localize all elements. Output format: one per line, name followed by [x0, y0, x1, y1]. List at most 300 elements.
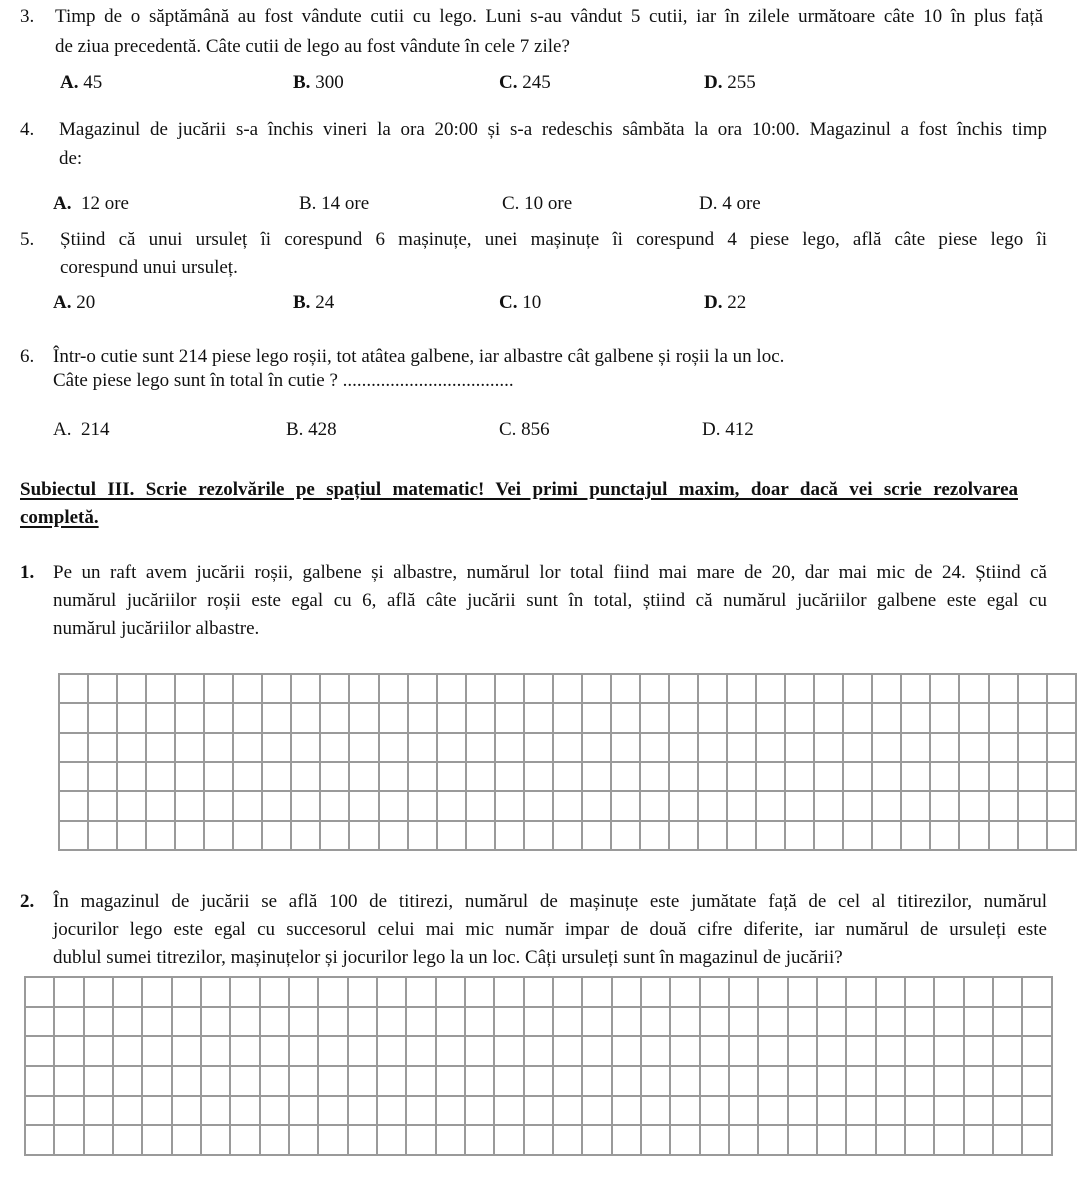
grid-cell[interactable] [876, 1096, 905, 1126]
option-c[interactable] [502, 193, 572, 215]
grid-cell[interactable] [788, 977, 817, 1007]
grid-cell[interactable] [320, 791, 349, 820]
grid-cell[interactable] [495, 762, 524, 791]
grid-cell[interactable] [320, 733, 349, 762]
grid-cell[interactable] [349, 674, 378, 703]
grid-cell[interactable] [377, 1096, 406, 1126]
grid-cell[interactable] [172, 1125, 201, 1155]
grid-cell[interactable] [964, 977, 993, 1007]
grid-cell[interactable] [318, 1125, 347, 1155]
grid-cell[interactable] [641, 1036, 670, 1066]
grid-cell[interactable] [406, 1096, 435, 1126]
grid-cell[interactable] [175, 762, 204, 791]
grid-cell[interactable] [436, 1036, 465, 1066]
grid-cell[interactable] [291, 703, 320, 732]
grid-cell[interactable] [582, 1066, 611, 1096]
grid-cell[interactable] [788, 1007, 817, 1037]
grid-cell[interactable] [117, 733, 146, 762]
grid-cell[interactable] [959, 762, 988, 791]
grid-cell[interactable] [25, 1036, 54, 1066]
grid-cell[interactable] [729, 1036, 758, 1066]
grid-cell[interactable] [25, 977, 54, 1007]
grid-cell[interactable] [843, 733, 872, 762]
grid-cell[interactable] [905, 1125, 934, 1155]
grid-cell[interactable] [88, 821, 117, 850]
grid-cell[interactable] [465, 1036, 494, 1066]
grid-cell[interactable] [142, 1036, 171, 1066]
grid-cell[interactable] [843, 762, 872, 791]
grid-cell[interactable] [230, 1096, 259, 1126]
grid-cell[interactable] [379, 791, 408, 820]
grid-cell[interactable] [700, 977, 729, 1007]
grid-cell[interactable] [934, 1066, 963, 1096]
grid-cell[interactable] [204, 674, 233, 703]
grid-cell[interactable] [113, 1125, 142, 1155]
grid-cell[interactable] [377, 1036, 406, 1066]
grid-cell[interactable] [611, 703, 640, 732]
grid-cell[interactable] [465, 977, 494, 1007]
grid-cell[interactable] [117, 821, 146, 850]
grid-cell[interactable] [846, 1066, 875, 1096]
grid-cell[interactable] [843, 821, 872, 850]
grid-cell[interactable] [934, 1125, 963, 1155]
grid-cell[interactable] [901, 674, 930, 703]
grid-cell[interactable] [348, 1066, 377, 1096]
grid-cell[interactable] [146, 821, 175, 850]
grid-cell[interactable] [959, 674, 988, 703]
grid-cell[interactable] [700, 1125, 729, 1155]
grid-cell[interactable] [817, 1007, 846, 1037]
grid-cell[interactable] [905, 1096, 934, 1126]
grid-cell[interactable] [872, 703, 901, 732]
answer-grid-1[interactable] [58, 673, 1077, 851]
grid-cell[interactable] [814, 762, 843, 791]
grid-cell[interactable] [612, 1125, 641, 1155]
grid-cell[interactable] [582, 733, 611, 762]
grid-cell[interactable] [700, 1007, 729, 1037]
grid-cell[interactable] [172, 1066, 201, 1096]
grid-cell[interactable] [437, 791, 466, 820]
grid-cell[interactable] [582, 977, 611, 1007]
grid-cell[interactable] [959, 821, 988, 850]
grid-cell[interactable] [1022, 1096, 1052, 1126]
grid-cell[interactable] [466, 762, 495, 791]
grid-cell[interactable] [348, 1007, 377, 1037]
grid-cell[interactable] [437, 821, 466, 850]
grid-cell[interactable] [408, 791, 437, 820]
grid-cell[interactable] [84, 1036, 113, 1066]
grid-cell[interactable] [291, 762, 320, 791]
grid-cell[interactable] [1022, 1125, 1052, 1155]
grid-cell[interactable] [872, 821, 901, 850]
grid-cell[interactable] [1047, 733, 1076, 762]
grid-cell[interactable] [495, 821, 524, 850]
grid-cell[interactable] [727, 703, 756, 732]
grid-cell[interactable] [846, 977, 875, 1007]
grid-cell[interactable] [553, 703, 582, 732]
grid-cell[interactable] [495, 733, 524, 762]
grid-cell[interactable] [989, 762, 1018, 791]
grid-cell[interactable] [582, 1036, 611, 1066]
grid-cell[interactable] [113, 1096, 142, 1126]
grid-cell[interactable] [843, 674, 872, 703]
grid-cell[interactable] [669, 821, 698, 850]
grid-cell[interactable] [930, 762, 959, 791]
grid-cell[interactable] [901, 821, 930, 850]
grid-cell[interactable] [230, 1036, 259, 1066]
grid-cell[interactable] [698, 762, 727, 791]
grid-cell[interactable] [349, 821, 378, 850]
grid-cell[interactable] [729, 1007, 758, 1037]
grid-cell[interactable] [993, 1096, 1022, 1126]
grid-cell[interactable] [814, 791, 843, 820]
grid-cell[interactable] [758, 977, 787, 1007]
grid-cell[interactable] [465, 1066, 494, 1096]
grid-cell[interactable] [1018, 703, 1047, 732]
grid-cell[interactable] [54, 1036, 83, 1066]
grid-cell[interactable] [524, 674, 553, 703]
grid-cell[interactable] [698, 733, 727, 762]
grid-cell[interactable] [88, 762, 117, 791]
grid-cell[interactable] [1018, 762, 1047, 791]
grid-cell[interactable] [320, 821, 349, 850]
grid-cell[interactable] [320, 703, 349, 732]
grid-cell[interactable] [465, 1007, 494, 1037]
grid-cell[interactable] [377, 1007, 406, 1037]
grid-cell[interactable] [872, 762, 901, 791]
grid-cell[interactable] [758, 1066, 787, 1096]
grid-cell[interactable] [88, 674, 117, 703]
grid-cell[interactable] [876, 1125, 905, 1155]
grid-cell[interactable] [1047, 703, 1076, 732]
grid-cell[interactable] [964, 1066, 993, 1096]
option-d[interactable] [702, 419, 754, 441]
grid-cell[interactable] [1047, 791, 1076, 820]
grid-cell[interactable] [494, 1036, 523, 1066]
grid-cell[interactable] [582, 1007, 611, 1037]
grid-cell[interactable] [175, 674, 204, 703]
grid-cell[interactable] [788, 1036, 817, 1066]
grid-cell[interactable] [379, 821, 408, 850]
grid-cell[interactable] [758, 1125, 787, 1155]
grid-cell[interactable] [84, 1066, 113, 1096]
grid-cell[interactable] [727, 791, 756, 820]
grid-cell[interactable] [436, 1125, 465, 1155]
grid-cell[interactable] [785, 821, 814, 850]
grid-cell[interactable] [524, 762, 553, 791]
grid-cell[interactable] [993, 1036, 1022, 1066]
grid-cell[interactable] [901, 791, 930, 820]
grid-cell[interactable] [25, 1096, 54, 1126]
grid-cell[interactable] [436, 1007, 465, 1037]
grid-cell[interactable] [872, 733, 901, 762]
grid-cell[interactable] [612, 1007, 641, 1037]
grid-cell[interactable] [524, 1125, 553, 1155]
grid-cell[interactable] [930, 674, 959, 703]
grid-cell[interactable] [204, 762, 233, 791]
option-c[interactable] [499, 419, 550, 441]
grid-cell[interactable] [611, 674, 640, 703]
grid-cell[interactable] [289, 1096, 318, 1126]
grid-cell[interactable] [846, 1096, 875, 1126]
grid-cell[interactable] [465, 1096, 494, 1126]
grid-cell[interactable] [318, 1036, 347, 1066]
grid-cell[interactable] [993, 1007, 1022, 1037]
grid-cell[interactable] [1018, 821, 1047, 850]
grid-cell[interactable] [260, 977, 289, 1007]
grid-cell[interactable] [113, 1007, 142, 1037]
option-d[interactable] [704, 72, 756, 94]
grid-cell[interactable] [495, 791, 524, 820]
grid-cell[interactable] [905, 1066, 934, 1096]
grid-cell[interactable] [204, 821, 233, 850]
grid-cell[interactable] [117, 703, 146, 732]
grid-cell[interactable] [88, 791, 117, 820]
grid-cell[interactable] [959, 733, 988, 762]
grid-cell[interactable] [466, 703, 495, 732]
grid-cell[interactable] [582, 1125, 611, 1155]
grid-cell[interactable] [175, 791, 204, 820]
grid-cell[interactable] [756, 674, 785, 703]
grid-cell[interactable] [698, 791, 727, 820]
grid-cell[interactable] [201, 1096, 230, 1126]
grid-cell[interactable] [727, 674, 756, 703]
grid-cell[interactable] [669, 733, 698, 762]
grid-cell[interactable] [172, 977, 201, 1007]
grid-cell[interactable] [289, 1125, 318, 1155]
grid-cell[interactable] [377, 1066, 406, 1096]
answer-grid-2[interactable] [24, 976, 1053, 1156]
grid-cell[interactable] [262, 762, 291, 791]
grid-cell[interactable] [437, 762, 466, 791]
grid-cell[interactable] [318, 1096, 347, 1126]
grid-cell[interactable] [727, 762, 756, 791]
grid-cell[interactable] [377, 1125, 406, 1155]
grid-cell[interactable] [59, 703, 88, 732]
grid-cell[interactable] [930, 821, 959, 850]
grid-cell[interactable] [993, 977, 1022, 1007]
grid-cell[interactable] [437, 733, 466, 762]
grid-cell[interactable] [260, 1007, 289, 1037]
grid-cell[interactable] [379, 762, 408, 791]
grid-cell[interactable] [230, 1125, 259, 1155]
grid-cell[interactable] [669, 703, 698, 732]
grid-cell[interactable] [408, 762, 437, 791]
grid-cell[interactable] [230, 977, 259, 1007]
grid-cell[interactable] [172, 1007, 201, 1037]
grid-cell[interactable] [698, 674, 727, 703]
grid-cell[interactable] [233, 674, 262, 703]
grid-cell[interactable] [349, 791, 378, 820]
grid-cell[interactable] [817, 1036, 846, 1066]
grid-cell[interactable] [113, 1066, 142, 1096]
grid-cell[interactable] [59, 791, 88, 820]
grid-cell[interactable] [698, 821, 727, 850]
grid-cell[interactable] [843, 791, 872, 820]
grid-cell[interactable] [846, 1125, 875, 1155]
option-b[interactable] [286, 419, 337, 441]
grid-cell[interactable] [54, 977, 83, 1007]
grid-cell[interactable] [466, 674, 495, 703]
grid-cell[interactable] [88, 703, 117, 732]
grid-cell[interactable] [814, 703, 843, 732]
grid-cell[interactable] [1022, 1007, 1052, 1037]
grid-cell[interactable] [553, 821, 582, 850]
grid-cell[interactable] [756, 821, 785, 850]
grid-cell[interactable] [582, 703, 611, 732]
option-a[interactable] [53, 193, 129, 215]
grid-cell[interactable] [611, 791, 640, 820]
grid-cell[interactable] [25, 1007, 54, 1037]
grid-cell[interactable] [175, 733, 204, 762]
option-d[interactable] [699, 193, 761, 215]
grid-cell[interactable] [640, 733, 669, 762]
grid-cell[interactable] [465, 1125, 494, 1155]
grid-cell[interactable] [289, 1036, 318, 1066]
grid-cell[interactable] [84, 1096, 113, 1126]
grid-cell[interactable] [146, 703, 175, 732]
grid-cell[interactable] [204, 733, 233, 762]
grid-cell[interactable] [640, 762, 669, 791]
grid-cell[interactable] [117, 674, 146, 703]
grid-cell[interactable] [524, 703, 553, 732]
grid-cell[interactable] [260, 1036, 289, 1066]
grid-cell[interactable] [291, 674, 320, 703]
grid-cell[interactable] [641, 1066, 670, 1096]
grid-cell[interactable] [113, 977, 142, 1007]
grid-cell[interactable] [233, 733, 262, 762]
grid-cell[interactable] [436, 977, 465, 1007]
grid-cell[interactable] [1047, 674, 1076, 703]
grid-cell[interactable] [758, 1096, 787, 1126]
grid-cell[interactable] [670, 977, 699, 1007]
grid-cell[interactable] [582, 1096, 611, 1126]
grid-cell[interactable] [553, 762, 582, 791]
grid-cell[interactable] [117, 762, 146, 791]
grid-cell[interactable] [964, 1125, 993, 1155]
grid-cell[interactable] [524, 1096, 553, 1126]
grid-cell[interactable] [934, 1036, 963, 1066]
grid-cell[interactable] [88, 733, 117, 762]
grid-cell[interactable] [84, 977, 113, 1007]
grid-cell[interactable] [349, 703, 378, 732]
grid-cell[interactable] [291, 821, 320, 850]
grid-cell[interactable] [1047, 821, 1076, 850]
grid-cell[interactable] [785, 703, 814, 732]
grid-cell[interactable] [876, 1036, 905, 1066]
grid-cell[interactable] [204, 703, 233, 732]
grid-cell[interactable] [989, 733, 1018, 762]
grid-cell[interactable] [233, 821, 262, 850]
grid-cell[interactable] [408, 733, 437, 762]
grid-cell[interactable] [989, 703, 1018, 732]
grid-cell[interactable] [989, 791, 1018, 820]
answer-blank-line[interactable]: Câte piese lego sunt în total în cutie ? .................................... [53, 370, 514, 391]
grid-cell[interactable] [814, 674, 843, 703]
grid-cell[interactable] [262, 703, 291, 732]
grid-cell[interactable] [756, 703, 785, 732]
grid-cell[interactable] [289, 1066, 318, 1096]
grid-cell[interactable] [993, 1125, 1022, 1155]
grid-cell[interactable] [700, 1096, 729, 1126]
grid-cell[interactable] [964, 1036, 993, 1066]
option-b[interactable] [293, 292, 334, 314]
grid-cell[interactable] [142, 1125, 171, 1155]
grid-cell[interactable] [379, 674, 408, 703]
grid-cell[interactable] [204, 791, 233, 820]
option-a[interactable] [60, 72, 102, 94]
grid-cell[interactable] [612, 1096, 641, 1126]
grid-cell[interactable] [408, 703, 437, 732]
grid-cell[interactable] [291, 791, 320, 820]
grid-cell[interactable] [727, 733, 756, 762]
grid-cell[interactable] [318, 1066, 347, 1096]
grid-cell[interactable] [524, 977, 553, 1007]
grid-cell[interactable] [872, 791, 901, 820]
grid-cell[interactable] [611, 733, 640, 762]
grid-cell[interactable] [146, 762, 175, 791]
grid-cell[interactable] [553, 977, 582, 1007]
grid-cell[interactable] [611, 821, 640, 850]
grid-cell[interactable] [670, 1125, 699, 1155]
grid-cell[interactable] [553, 733, 582, 762]
grid-cell[interactable] [640, 791, 669, 820]
grid-cell[interactable] [611, 762, 640, 791]
grid-cell[interactable] [785, 791, 814, 820]
grid-cell[interactable] [1018, 733, 1047, 762]
grid-cell[interactable] [930, 733, 959, 762]
grid-cell[interactable] [641, 1125, 670, 1155]
grid-cell[interactable] [698, 703, 727, 732]
grid-cell[interactable] [289, 977, 318, 1007]
grid-cell[interactable] [641, 1007, 670, 1037]
grid-cell[interactable] [756, 733, 785, 762]
grid-cell[interactable] [846, 1007, 875, 1037]
grid-cell[interactable] [379, 703, 408, 732]
grid-cell[interactable] [494, 1007, 523, 1037]
grid-cell[interactable] [146, 791, 175, 820]
option-d[interactable] [704, 292, 746, 314]
grid-cell[interactable] [524, 1036, 553, 1066]
grid-cell[interactable] [201, 1066, 230, 1096]
grid-cell[interactable] [84, 1125, 113, 1155]
grid-cell[interactable] [436, 1096, 465, 1126]
grid-cell[interactable] [934, 1096, 963, 1126]
grid-cell[interactable] [817, 1096, 846, 1126]
grid-cell[interactable] [756, 762, 785, 791]
grid-cell[interactable] [348, 977, 377, 1007]
grid-cell[interactable] [641, 977, 670, 1007]
grid-cell[interactable] [846, 1036, 875, 1066]
grid-cell[interactable] [814, 821, 843, 850]
grid-cell[interactable] [142, 1066, 171, 1096]
grid-cell[interactable] [758, 1007, 787, 1037]
grid-cell[interactable] [758, 1036, 787, 1066]
grid-cell[interactable] [59, 733, 88, 762]
grid-cell[interactable] [553, 791, 582, 820]
grid-cell[interactable] [262, 733, 291, 762]
grid-cell[interactable] [437, 703, 466, 732]
grid-cell[interactable] [406, 1066, 435, 1096]
grid-cell[interactable] [291, 733, 320, 762]
grid-cell[interactable] [905, 1036, 934, 1066]
grid-cell[interactable] [349, 762, 378, 791]
grid-cell[interactable] [700, 1066, 729, 1096]
grid-cell[interactable] [1022, 977, 1052, 1007]
grid-cell[interactable] [876, 1007, 905, 1037]
grid-cell[interactable] [905, 977, 934, 1007]
grid-cell[interactable] [905, 1007, 934, 1037]
